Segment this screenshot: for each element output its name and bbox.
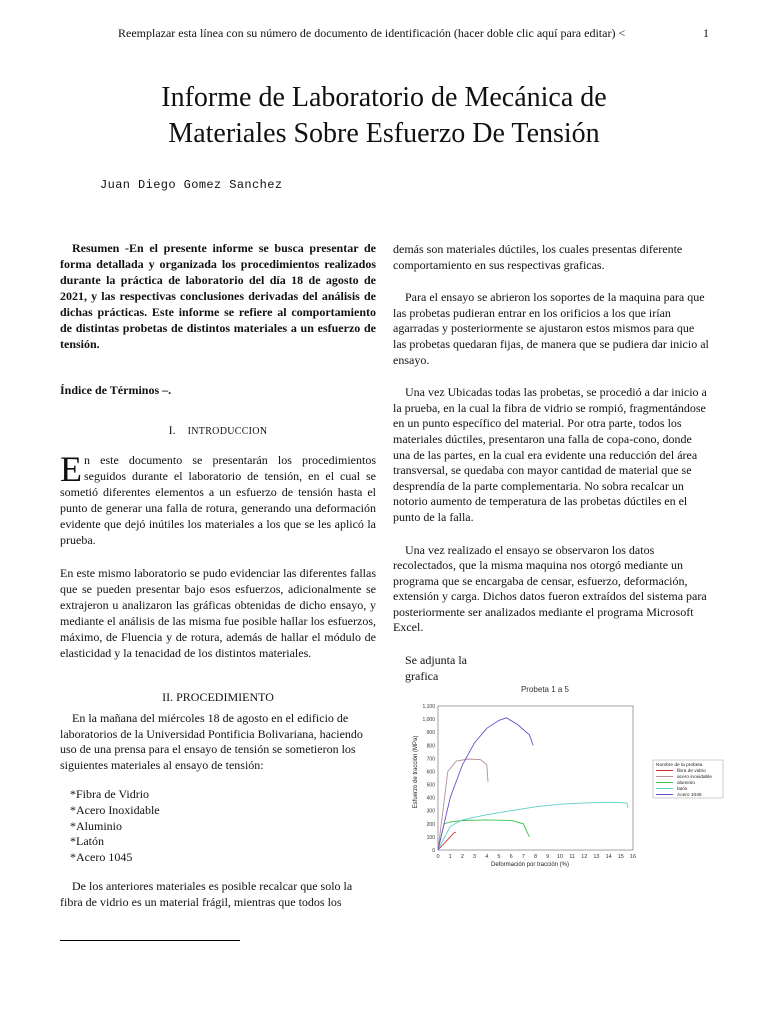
plot-area xyxy=(438,706,633,850)
legend-entry: aluminio xyxy=(677,781,695,786)
drop-cap: E xyxy=(60,449,82,489)
x-tick-label: 4 xyxy=(485,854,489,860)
y-tick-label: 600 xyxy=(426,769,435,776)
x-tick-label: 15 xyxy=(617,854,624,860)
intro-paragraph-1 xyxy=(60,449,376,548)
list-item: *Latón xyxy=(70,834,104,849)
procedure-paragraph-2: De los anteriores materiales es posible recalcar que solo la fibra de vidrio es un material frágil, mientras que todos los xyxy=(60,879,353,909)
chart-svg xyxy=(405,682,725,872)
y-tick-label: 900 xyxy=(426,730,435,737)
right-paragraph-5 xyxy=(393,653,710,684)
x-tick-label: 0 xyxy=(436,854,440,860)
x-tick-label: 14 xyxy=(605,854,612,860)
section-number: I. xyxy=(168,423,176,437)
right-paragraph-2: Para el ensayo se abrieron los soportes de la maquina para que las probetas pudieran entrar en los orificios a los que irían agarradas y posteriormente se ajustaron estos mismos para que las probetas quedaran fijas, de manera que se pudiera dar inicio al ensayo. xyxy=(393,290,709,367)
x-tick-label: 10 xyxy=(556,854,563,860)
title-line-1: Informe de Laboratorio de Mecánica de xyxy=(161,82,607,113)
list-item: *Acero 1045 xyxy=(70,849,133,864)
intro-p1-text: n este documento se presentarán los procedimientos seguidos durante el laboratorio de tensión, en el cual se sometió diferentes elementos a un esfuerzo de tensión hasta el punto de generar una falla de rotura, generando una deformación evidente que dejó inútiles los materiales a los que se les aplicó la prueba. xyxy=(60,453,376,547)
x-tick-label: 9 xyxy=(546,854,550,860)
x-tick-label: 13 xyxy=(593,854,600,860)
y-tick-label: 200 xyxy=(426,821,435,828)
materials-list xyxy=(60,787,376,865)
y-tick-label: 400 xyxy=(426,795,435,802)
header-placeholder-line[interactable]: Reemplazar esta línea con su número de documento de identificación (hacer doble clic aquí para editar) < xyxy=(118,26,626,40)
x-tick-label: 5 xyxy=(497,854,501,860)
chart-title: Probeta 1 a 5 xyxy=(520,685,570,694)
x-tick-label: 12 xyxy=(581,854,588,860)
stress-strain-chart xyxy=(405,682,725,872)
y-tick-label: 500 xyxy=(426,782,435,789)
section-heading-procedimiento: II. PROCEDIMIENTO xyxy=(162,690,274,704)
right-paragraph-4: Una vez realizado el ensayo se observaron los datos recolectados, que la misma maquina nos otorgó mediante un programa que se encargaba de censar, esfuerzo, deformación, extensión y carga. Dichos datos fueron extraídos del sistema para posteriormente ser analizados mediante el programa Microsoft Excel. xyxy=(393,542,707,635)
intro-paragraph-2: En este mismo laboratorio se pudo evidenciar las diferentes fallas que se pueden presentar bajo esos esfuerzos, adicionalmente se extrajeron u analizaron las gráficas obtenidas de dicho ensayo, y mediante el análisis de las misma fue posible hallar los esfuerzos, máximo, de Fluencia y de rotura, además de hallar el módulo de elasticidad y la tenacidad de los distintos materiales. xyxy=(60,566,376,660)
legend-entry: Acero 1045 xyxy=(677,793,702,798)
legend-title: Nombre de la probeta xyxy=(656,763,703,768)
section-title: INTRODUCCION xyxy=(187,426,268,437)
list-item: *Acero Inoxidable xyxy=(70,802,160,817)
attach-line-1: Se adjunta la xyxy=(405,653,467,668)
y-tick-label: 700 xyxy=(426,756,435,763)
x-tick-label: 7 xyxy=(521,854,525,860)
x-tick-label: 8 xyxy=(533,854,538,860)
right-paragraph-1: demás son materiales dúctiles, los cuales presentas diferente comportamiento en sus respectivas graficas. xyxy=(393,242,683,272)
x-tick-label: 6 xyxy=(509,854,513,860)
y-tick-label: 300 xyxy=(426,808,435,815)
y-tick-label: 1,000 xyxy=(422,717,435,724)
x-tick-label: 11 xyxy=(569,854,575,860)
title-line-2: Materiales Sobre Esfuerzo De Tensión xyxy=(168,118,600,149)
x-tick-label: 3 xyxy=(473,854,477,860)
chart-legend xyxy=(653,760,723,798)
y-tick-label: 0 xyxy=(432,848,435,854)
y-axis-label: Esfuerzo de tracción (MPa) xyxy=(413,735,419,809)
legend-entry: latón xyxy=(677,787,688,792)
list-item: *Fibra de Vidrio xyxy=(70,787,150,802)
legend-entry: acero inoxidable xyxy=(677,775,712,780)
abstract: Resumen -En el presente informe se busca presentar de forma detallada y organizada los procedimientos realizados durante la práctica de laboratorio del día 18 de agosto de 2021, y las respectivas conclusiones derivadas del análisis de dichas prácticas. Este informe se refiere al comportamiento de distintas probetas de distintos materiales a un esfuerzo de tensión. xyxy=(60,241,376,351)
x-tick-label: 2 xyxy=(460,854,464,860)
x-axis-label: Deformación por tracción (%) xyxy=(490,862,570,868)
legend-entry: fibra de vidrio xyxy=(677,769,706,774)
y-tick-label: 800 xyxy=(426,743,435,750)
attach-line-2: grafica xyxy=(405,668,439,683)
right-paragraph-3: Una vez Ubicadas todas las probetas, se procedió a dar inicio a la prueba, en la cual la fibra de vidrio se rompió, fragmentándose en un punto específico del material. Por otra parte, todos los materiales dúctiles, presentaron una falla de copa-cono, donde una de las partes, en la cual era evidente una reducción del área transversal, se quedaba con mayor cantidad de material que se desprendía de la parte complementaria. No sobra recalcar un notorio aumento de temperatura de las probetas dúctiles en el punto de la falla. xyxy=(393,385,707,524)
y-tick-label: 1,100 xyxy=(422,704,435,710)
procedure-paragraph-1: En la mañana del miércoles 18 de agosto en el edificio de laboratorios de la Universidad Pontificia Bolivariana, haciendo uso de una prensa para el ensayo de tensión se sometieron los siguientes materiales al ensayo de tensión: xyxy=(60,711,363,772)
right-column xyxy=(393,242,710,684)
author-name: Juan Diego Gomez Sanchez xyxy=(100,178,283,192)
document-title xyxy=(60,80,708,152)
x-tick-label: 1 xyxy=(448,854,452,860)
x-tick-label: 16 xyxy=(629,854,637,860)
index-terms: Índice de Términos –. xyxy=(60,383,172,397)
list-item: *Aluminio xyxy=(70,818,123,833)
footnote-divider xyxy=(60,940,240,941)
y-tick-label: 100 xyxy=(426,834,435,841)
left-column xyxy=(60,240,376,911)
section-heading-introduccion xyxy=(60,422,376,440)
page-number: 1 xyxy=(703,26,709,40)
